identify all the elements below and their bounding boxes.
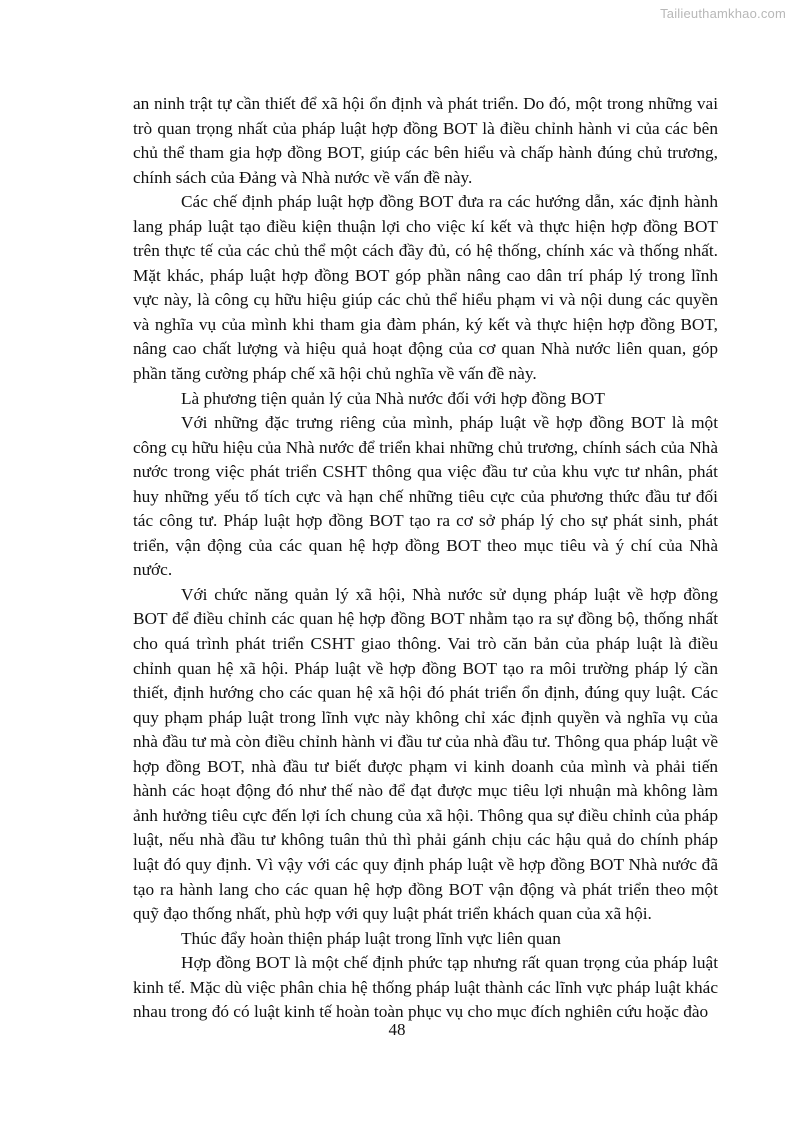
paragraph: Hợp đồng BOT là một chế định phức tạp nhưng rất quan trọng của pháp luật kinh tế. Mặc dù việc phân chia hệ thống pháp luật thành các lĩnh vực pháp luật khác nhau trong đó có luật kinh tế hoàn toàn phục vụ cho mục đích nghiên cứu hoặc đào	[133, 953, 718, 1022]
section-heading: Thúc đẩy hoàn thiện pháp luật trong lĩnh vực liên quan	[181, 928, 561, 948]
watermark-text: Tailieuthamkhao.com	[660, 6, 786, 21]
page-number: 48	[388, 1020, 406, 1039]
page-body	[133, 92, 718, 1025]
paragraph: Các chế định pháp luật hợp đồng BOT đưa ra các hướng dẫn, xác định hành lang pháp luật tạo điều kiện thuận lợi cho việc kí kết và thực hiện hợp đồng BOT trên thực tế của các chủ thể một cách đầy đủ, có hệ thống, chính xác và thống nhất. Mặt khác, pháp luật hợp đồng BOT góp phần nâng cao dân trí pháp lý trong lĩnh vực này, là công cụ hữu hiệu giúp các chủ thể hiểu phạm vi và nội dung các quyền và nghĩa vụ của mình khi tham gia đàm phán, ký kết và thực hiện hợp đồng BOT, nâng cao chất lượng và hiệu quả hoạt động của cơ quan Nhà nước liên quan, góp phần tăng cường pháp chế xã hội chủ nghĩa về vấn đề này.	[133, 192, 718, 384]
paragraph: an ninh trật tự cần thiết để xã hội ổn định và phát triển. Do đó, một trong những vai trò quan trọng nhất của pháp luật hợp đồng BOT là điều chỉnh hành vi của các bên chủ thể tham gia hợp đồng BOT, giúp các bên hiểu và chấp hành đúng chủ trương, chính sách của Đảng và Nhà nước về vấn đề này.	[133, 94, 718, 187]
section-heading: Là phương tiện quản lý của Nhà nước đối với hợp đồng BOT	[181, 388, 605, 408]
paragraph: Với chức năng quản lý xã hội, Nhà nước sử dụng pháp luật về hợp đồng BOT để điều chỉnh các quan hệ hợp đồng BOT nhằm tạo ra sự đồng bộ, thống nhất cho quá trình phát triển CSHT giao thông. Vai trò căn bản của pháp luật là điều chỉnh quan hệ xã hội. Pháp luật về hợp đồng BOT tạo ra môi trường pháp lý cần thiết, định hướng cho các quan hệ xã hội đó phát triển ổn định, đúng quy luật. Các quy phạm pháp luật trong lĩnh vực này không chỉ xác định quyền và nghĩa vụ của nhà đầu tư mà còn điều chỉnh hành vi đầu tư của nhà đầu tư. Thông qua pháp luật về hợp đồng BOT, nhà đầu tư biết được phạm vi kinh doanh của mình và phải tiến hành các hoạt động đó như thế nào để đạt được mục tiêu lợi nhuận mà không làm ảnh hưởng tiêu cực đến lợi ích chung của xã hội. Thông qua sự điều chỉnh của pháp luật, nếu nhà đầu tư không tuân thủ thì phải gánh chịu các hậu quả do chính pháp luật đó quy định. Vì vậy với các quy định pháp luật về hợp đồng BOT Nhà nước đã tạo ra hành lang cho các quan hệ hợp đồng BOT vận động và phát triển theo một quỹ đạo thống nhất, phù hợp với quy luật phát triển khách quan của xã hội.	[133, 584, 718, 924]
paragraph: Với những đặc trưng riêng của mình, pháp luật về hợp đồng BOT là một công cụ hữu hiệu của Nhà nước để triển khai những chủ trương, chính sách của Nhà nước trong việc phát triển CSHT thông qua việc đầu tư của khu vực tư nhân, phát huy những yếu tố tích cực và hạn chế những tiêu cực của phương thức đầu tư đối tác công tư. Pháp luật hợp đồng BOT tạo ra cơ sở pháp lý cho sự phát sinh, phát triển, vận động của các quan hệ hợp đồng BOT theo mục tiêu và ý chí của Nhà nước.	[133, 413, 718, 580]
